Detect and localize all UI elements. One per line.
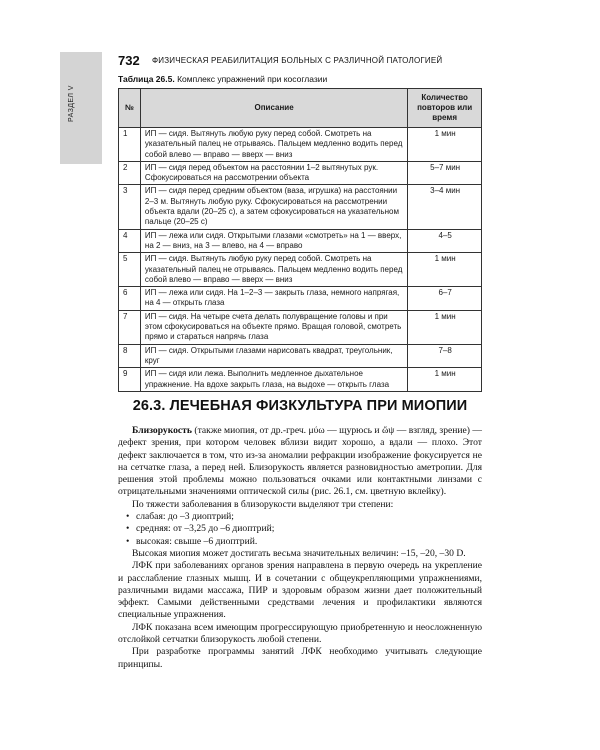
table-caption-text: Комплекс упражнений при косоглазии (177, 74, 328, 84)
page-number: 732 (118, 53, 140, 68)
row-time: 1 мин (408, 310, 482, 344)
table-row (119, 368, 482, 392)
table-row (119, 344, 482, 368)
row-num: 5 (119, 253, 141, 287)
term-myopia: Близорукость (132, 425, 192, 436)
row-description: ИП — сидя. На четыре счета делать полувращение головы и при этом сфокусироваться на объекте прямо. Вращая головой, смотреть прямо и стараться напрячь глаза (140, 310, 407, 344)
row-time: 4–5 (408, 229, 482, 253)
paragraph-lfk-aim: ЛФК при заболеваниях органов зрения направлена в первую очередь на укрепление и расслабление глазных мышц. И в сочетании с общеукрепляющими упражнениями, различными видами массажа, ПИР и здоровым образом жизни дает положительный эффект. Самыми действенными средствами лечения и профилактики являются специальные упражнения. (118, 560, 482, 621)
row-description: ИП — сидя перед объектом на расстоянии 1–2 вытянутых рук. Сфокусироваться на рассмотрении объекта (140, 161, 407, 185)
header-time: Количество повторов или время (408, 89, 482, 128)
header-num: № (119, 89, 141, 128)
row-num: 9 (119, 368, 141, 392)
paragraph-definition (118, 425, 482, 499)
row-num: 2 (119, 161, 141, 185)
paragraph-principles: При разработке программы занятий ЛФК необходимо учитывать следующие принципы. (118, 646, 482, 670)
paragraph-high-myopia: Высокая миопия может достигать весьма значительных величин: –15, –20, –30 D. (132, 547, 466, 559)
definition-text: (также миопия, от др.-греч. μύω — щурюсь и ὤψ — взгляд, зрение) — дефект зрения, при котором человек вблизи видит хорошо, а вдали — плохо. Этот дефект заключается в том, что из-за аномалии рефракции изображение фокусируется не на сетчатке глаза, а перед ней. Близорукость является разновидностью аметропии. Для решения этой проблемы можно пользоваться очками или контактными линзами с отрицательными значениями оптической силы (рис. 26.1, см. цветную вклейку). (118, 425, 482, 498)
paragraph-lfk-indication: ЛФК показана всем имеющим прогрессирующую приобретенную и неосложненную отслойкой сетчатки близорукость любой степени. (118, 621, 482, 646)
table-row (119, 287, 482, 311)
table-header-row (119, 89, 482, 128)
row-time: 5–7 мин (408, 161, 482, 185)
table-row (119, 253, 482, 287)
running-title: ФИЗИЧЕСКАЯ РЕАБИЛИТАЦИЯ БОЛЬНЫХ С РАЗЛИЧНОЙ ПАТОЛОГИЕЙ (152, 56, 443, 65)
row-description: ИП — сидя или лежа. Выполнить медленное дыхательное упражнение. На вдохе закрыть глаза, на выдохе — открыть глаза (140, 368, 407, 392)
row-time: 3–4 мин (408, 185, 482, 229)
table-row (119, 185, 482, 229)
row-description: ИП — лежа или сидя. Открытыми глазами «смотреть» на 1 — вверх, на 2 — вниз, на 3 — влево, на 4 — вправо (140, 229, 407, 253)
table-caption (118, 74, 327, 84)
row-time: 6–7 (408, 287, 482, 311)
exercise-table (118, 88, 482, 392)
row-time: 7–8 (408, 344, 482, 368)
paragraph-degrees-intro: По тяжести заболевания в близорукости выделяют три степени: (132, 498, 394, 510)
table-caption-label: Таблица 26.5. (118, 74, 175, 84)
degrees-list (118, 511, 482, 548)
row-description: ИП — сидя перед средним объектом (ваза, игрушка) на расстоянии 2–3 м. Вытянуть любую руку. Сфокусироваться на рассмотрении объекта вдали (20–25 с), а затем сфокусироваться на указательном пальце (20–25 с) (140, 185, 407, 229)
row-time: 1 мин (408, 128, 482, 162)
row-num: 6 (119, 287, 141, 311)
row-description: ИП — сидя. Вытянуть любую руку перед собой. Смотреть на указательный палец не отрываясь. Пальцем медленно водить перед собой влево — вправо — вверх — вниз (140, 128, 407, 162)
row-description: ИП — сидя. Вытянуть любую руку перед собой. Смотреть на указательный палец не отрываясь. Пальцем медленно водить перед собой влево — вправо — вверх — вниз (140, 253, 407, 287)
side-tab-label: РАЗДЕЛ V (68, 85, 75, 122)
table-row (119, 128, 482, 162)
row-time: 1 мин (408, 368, 482, 392)
row-num: 4 (119, 229, 141, 253)
list-item: • слабая: до –3 диоптрий; (136, 511, 482, 523)
table-row (119, 161, 482, 185)
row-num: 8 (119, 344, 141, 368)
section-body (118, 425, 482, 671)
header-description: Описание (140, 89, 407, 128)
row-description: ИП — лежа или сидя. На 1–2–3 — закрыть глаза, немного напрягая, на 4 — открыть глаза (140, 287, 407, 311)
table-row (119, 310, 482, 344)
list-item: • средняя: от –3,25 до –6 диоптрий; (136, 523, 482, 535)
row-description: ИП — сидя. Открытыми глазами нарисовать квадрат, треугольник, круг (140, 344, 407, 368)
table-row (119, 229, 482, 253)
list-item: • высокая: свыше –6 диоптрий. (136, 536, 482, 548)
row-num: 1 (119, 128, 141, 162)
section-side-tab (60, 52, 102, 164)
row-time: 1 мин (408, 253, 482, 287)
row-num: 7 (119, 310, 141, 344)
row-num: 3 (119, 185, 141, 229)
section-title: 26.3. ЛЕЧЕБНАЯ ФИЗКУЛЬТУРА ПРИ МИОПИИ (132, 398, 468, 414)
